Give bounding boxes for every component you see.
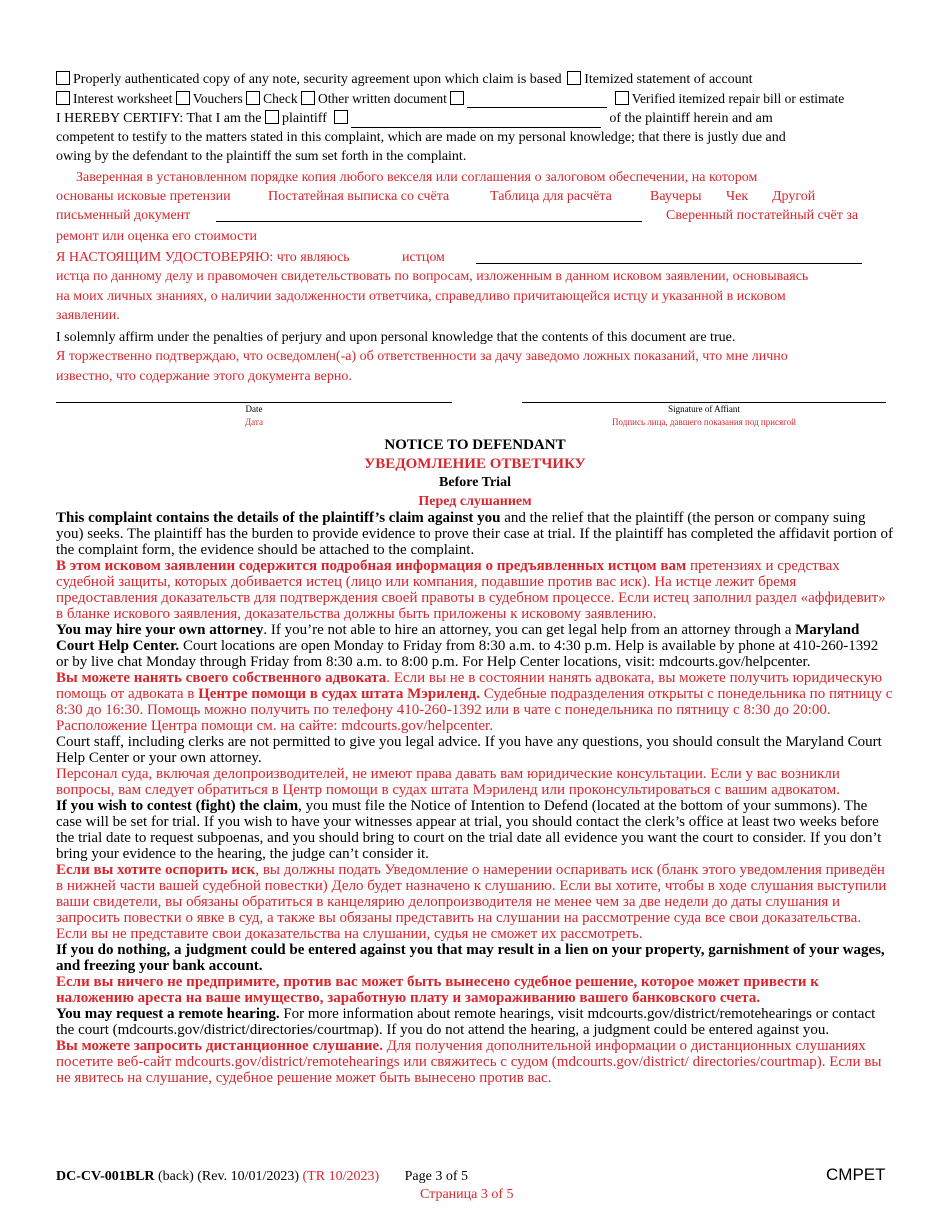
ru-label: Другой xyxy=(772,189,816,204)
paragraph-text: . If you’re not able to hire an attorney, you can get legal help from an attorney through a xyxy=(263,622,796,638)
ru-label: Ваучеры xyxy=(650,189,702,204)
paragraph-lead: Если вы хотите оспорить иск xyxy=(56,862,256,878)
notice-subtitle-ru: Перед слушанием xyxy=(418,494,532,509)
paragraph-do-nothing-ru: Если вы ничего не предпримите, против вас может быть вынесено судебное решение, которое может привести к наложению ареста на ваше имущество, заработную плату и замораживанию вашего банковского счета. xyxy=(56,974,819,1006)
ru-label: Таблица для расчёта xyxy=(490,189,612,204)
paragraph-text: Court locations are open Monday to Friday from 8:30 a.m. to 4:30 p.m. Help is available by phone at 410-260-1392 or by live chat Monday through Friday from 8:30 a.m. to 8:00 p.m. For Help Center locations, visit: mdcourts.gov/helpcenter. xyxy=(56,638,879,670)
checkbox-i-am-plaintiff[interactable] xyxy=(265,110,279,124)
checklist-ru-line-4: ремонт или оценка его стоимости xyxy=(56,229,257,244)
paragraph-text: , you must file the Notice of Intention to Defend (located at the bottom of your summons). The case will be set for trial. If you wish to have your witnesses appear at trial, you should contact the clerk’s office at least two weeks before the trial date to request subpoenas, and you should bring to court on the trial date all evidence you want the court to consider. If you don’t bring your evidence to the hearing, the judge can’t consider it. xyxy=(56,798,882,862)
paragraph-text: Для получения дополнительной информации о дистанционных слушаниях посетите веб-сайт mdcourts.gov/district/remotehearings или свяжитесь с судом (mdcourts.gov/district/ directories/courtmap). Если вы не явитесь на слушание, судебное решение может быть вынесено против вас. xyxy=(56,1038,882,1086)
ru-label: Постатейная выписка со счёта xyxy=(268,189,450,204)
checkbox-label: Itemized statement of account xyxy=(584,72,753,87)
notice-title: NOTICE TO DEFENDANT xyxy=(384,437,566,453)
checklist-row-1 xyxy=(56,71,753,89)
checklist-ru-line-3 xyxy=(56,207,859,225)
checkbox-interest-worksheet[interactable] xyxy=(56,91,70,105)
footer-form-info xyxy=(56,1168,468,1186)
form-translation-rev: (TR 10/2023) xyxy=(302,1169,380,1184)
paragraph-lead: В этом исковом заявлении содержится подробная информация о предъявленных истцом вам xyxy=(56,558,687,574)
checkbox-authenticated-copy[interactable] xyxy=(56,71,70,85)
checkbox-i-am-agent[interactable] xyxy=(334,110,348,124)
checkbox-check[interactable] xyxy=(246,91,260,105)
form-revision: (back) (Rev. 10/01/2023) xyxy=(154,1169,303,1184)
paragraph-lead: You may hire your own attorney xyxy=(56,622,264,638)
ru-label: Чек xyxy=(726,189,749,204)
certify-line-2: competent to testify to the matters stated in this complaint, which are made on my personal knowledge; that there is justly due and xyxy=(56,130,786,145)
paragraph-text: and the relief that the plaintiff (the person or company suing you) seeks. The plaintiff has the burden to provide evidence to prove their case at trial. If the plaintiff has completed the affidavit portion of the complaint form, the evidence should be attached to the complaint. xyxy=(56,510,893,558)
paragraph-do-nothing: If you do nothing, a judgment could be entered against you that may result in a lien on your property, garnishment of your wages, and freezing your bank account. xyxy=(56,942,885,974)
checklist-row-2 xyxy=(56,90,844,108)
paragraph-remote-ru xyxy=(56,1038,894,1086)
form-id: DC-CV-001BLR xyxy=(56,1169,155,1184)
paragraph-lead: If you wish to contest (fight) the claim xyxy=(56,798,299,814)
date-label: Date xyxy=(245,404,263,414)
checkbox-label: Check xyxy=(263,91,298,106)
ru-label: письменный документ xyxy=(56,208,191,223)
ru-label: основаны исковые претензии xyxy=(56,189,231,204)
checkbox-itemized-statement[interactable] xyxy=(567,71,581,85)
paragraph-text: , вы должны подать Уведомление о намерении оспаривать иск (бланк этого уведомления приведён в нижней части вашей судебной повестки) Дело будет назначено к слушанию. Если вы хотите, чтобы в ходе слушания выступили ваши свидетели, вы обязаны обратиться в канцелярию делопроизводителя не менее чем за две недели до даты слушания и запросить повестки о явке в суд, а также вы обязаны представить на слушании на рассмотрение суда все свои доказательства. Если вы не представите свои доказательства на слушании, судья не сможет их рассмотреть. xyxy=(56,862,887,942)
certify-ru-line-3: на моих личных знаниях, о наличии задолженности ответчика, справедливо причитающейся истцу и указанной в исковом xyxy=(56,289,786,304)
signature-label-ru: Подпись лица, давшего показания под присягой xyxy=(612,417,796,427)
paragraph-complaint-ru xyxy=(56,558,894,622)
paragraph-lead: Maryland Court Help Center. xyxy=(56,622,860,654)
checkbox-other-document[interactable] xyxy=(301,91,315,105)
page-number: Page 3 of 5 xyxy=(404,1169,469,1184)
certify-line-1 xyxy=(56,110,773,128)
ru-label: Сверенный постатейный счёт за xyxy=(666,208,859,223)
paragraph-text: For more information about remote hearings, visit mdcourts.gov/district/remotehearings or contact the court (mdcourts.gov/district/directories/courtmap). If you do not attend the hearing, a judgment could be entered against you. xyxy=(56,1006,876,1038)
checkbox-label: Properly authenticated copy of any note, security agreement upon which claim is based xyxy=(73,72,562,87)
ru-label: Я НАСТОЯЩИМ УДОСТОВЕРЯЮ: что являюсь xyxy=(56,250,350,265)
certify-prefix: I HEREBY CERTIFY: That I am the xyxy=(56,111,262,126)
page-number-ru: Страница 3 of 5 xyxy=(420,1187,514,1202)
paragraph-text: претензиях и средствах судебной защиты, которых добивается истец (лицо или компания, подавшие против вас иск). На истце лежит бремя предоставления доказательств для подтверждения своей правоты в судебном процессе. Если истец заполнил раздел «аффидевит» в бланке искового заявления, доказательства должны быть приложены к исковому заявлению. xyxy=(56,558,886,622)
date-field[interactable] xyxy=(56,402,452,403)
checkbox-label: Vouchers xyxy=(192,91,243,106)
notice-body xyxy=(56,510,894,1086)
checkbox-label: Verified itemized repair bill or estimate xyxy=(631,91,845,106)
certify-ru-line-1 xyxy=(56,249,445,267)
notice-title-ru: УВЕДОМЛЕНИЕ ОТВЕТЧИКУ xyxy=(364,456,586,472)
paragraph-text: . Если вы не в состоянии нанять адвоката, вы можете получить юридическую помощь от адвоката в xyxy=(56,670,883,702)
certify-plaintiff: plaintiff xyxy=(282,111,327,126)
ru-label: истцом xyxy=(402,250,445,265)
paragraph-text: Судебные подразделения открыты с понедельника по пятницу с 8:30 до 16:30. Помощь можно получить по телефону 410-260-1392 или в чате с понедельника по пятницу с 8:30 до 20:00. Расположение Центра помощи см. на сайте: mdcourts.gov/helpcenter. xyxy=(56,686,893,734)
checkbox-label: Interest worksheet xyxy=(73,91,173,106)
checklist-ru-line-1: Заверенная в установленном порядке копия любого векселя или соглашения о залоговом обеспечении, на котором xyxy=(76,170,758,185)
affirm-en: I solemnly affirm under the penalties of perjury and upon personal knowledge that the contents of this document are true. xyxy=(56,330,736,345)
date-label-ru: Дата xyxy=(245,417,263,427)
paragraph-court-staff-ru: Персонал суда, включая делопроизводителей, не имеют права давать вам юридические консультации. Если у вас возникли вопросы, вам следует обратиться в Центр помощи в судах штата Мэриленд или проконсультироваться с вашим адвокатом. xyxy=(56,766,840,798)
checkbox-label: Other written document xyxy=(317,91,447,106)
paragraph-lead: Вы можете запросить дистанционное слушание. xyxy=(56,1038,383,1054)
paragraph-remote xyxy=(56,1006,894,1038)
paragraph-lead: Вы можете нанять своего собственного адвоката xyxy=(56,670,387,686)
paragraph-court-staff: Court staff, including clerks are not permitted to give you legal advice. If you have any questions, you should consult the Maryland Court Help Center or your own attorney. xyxy=(56,734,882,766)
notice-subtitle: Before Trial xyxy=(439,475,511,490)
signature-field[interactable] xyxy=(522,402,886,403)
paragraph-lead: This complaint contains the details of the plaintiff’s claim against you xyxy=(56,510,501,526)
checkbox-repair-bill[interactable] xyxy=(615,91,629,105)
paragraph-lead: Центре помощи в судах штата Мэриленд. xyxy=(198,686,480,702)
certify-ru-line-2: истца по данному делу и правомочен свидетельствовать по вопросам, изложенным в данном исковом заявлении, основываясь xyxy=(56,269,809,284)
form-code: CMPET xyxy=(826,1165,886,1184)
paragraph-contest-ru xyxy=(56,862,894,942)
affirm-ru-line-1: Я торжественно подтверждаю, что осведомлен(-а) об ответственности за дачу заведомо ложных показаний, что мне лично xyxy=(56,349,788,364)
certify-line-3: owing by the defendant to the plaintiff the sum set forth in the complaint. xyxy=(56,149,467,164)
paragraph-contest xyxy=(56,798,894,862)
paragraph-complaint xyxy=(56,510,894,558)
paragraph-lead: You may request a remote hearing. xyxy=(56,1006,280,1022)
checkbox-vouchers[interactable] xyxy=(176,91,190,105)
paragraph-attorney xyxy=(56,622,894,670)
certify-ru-line-4: заявлении. xyxy=(56,308,120,323)
certify-capacity-field[interactable] xyxy=(351,114,601,128)
checkbox-other-blank[interactable] xyxy=(450,91,464,105)
other-document-field[interactable] xyxy=(467,94,607,108)
affirm-ru-line-2: известно, что содержание этого документа верно. xyxy=(56,369,352,384)
ru-other-document-line xyxy=(216,221,642,222)
signature-label: Signature of Affiant xyxy=(668,404,740,414)
certify-suffix: of the plaintiff herein and am xyxy=(609,111,773,126)
paragraph-attorney-ru xyxy=(56,670,894,734)
ru-certify-line xyxy=(476,263,862,264)
